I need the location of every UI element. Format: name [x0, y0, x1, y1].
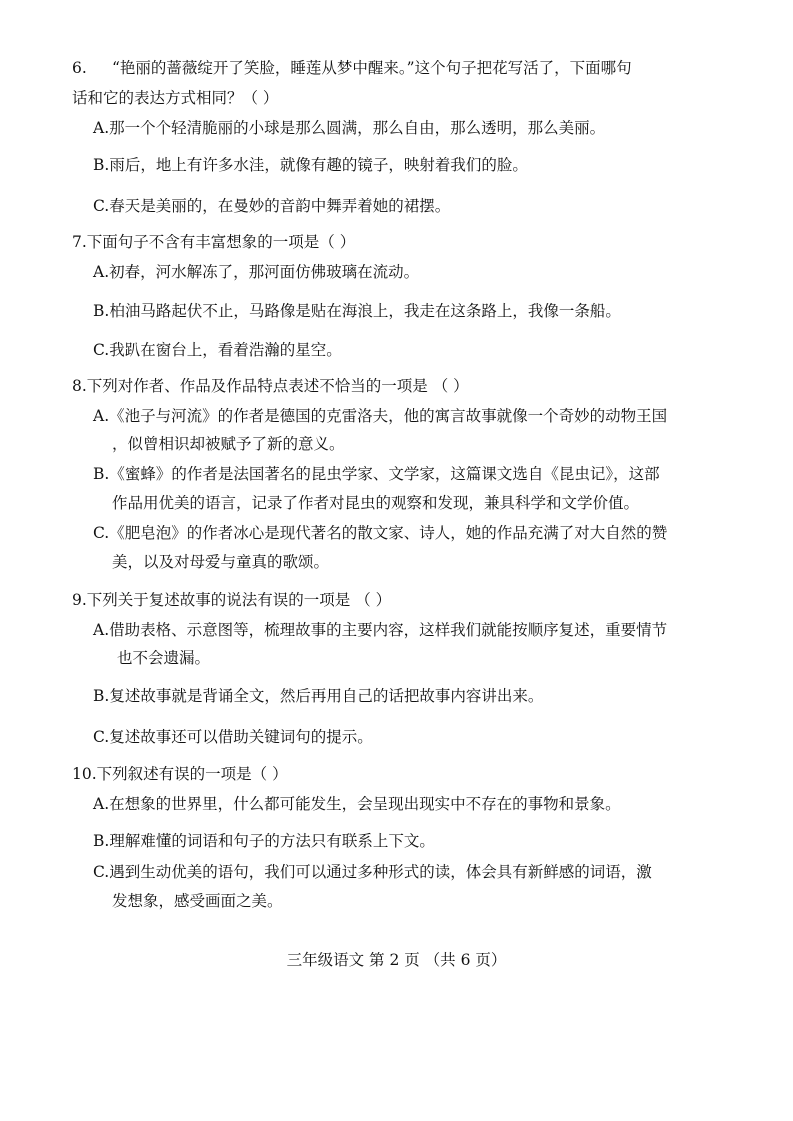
question-6-stem-continued: 话和它的表达方式相同？（ ）	[72, 89, 279, 107]
option-text: 雨后，地上有许多水洼，就像有趣的镜子，映射着我们的脸。	[109, 156, 528, 174]
question-9-option-a-continued: 也不会遗漏。	[117, 649, 211, 667]
question-9-option-a	[93, 620, 667, 640]
question-9-option-c	[93, 727, 373, 747]
question-7-option-c	[93, 340, 342, 360]
option-label: B.	[93, 302, 110, 320]
question-stem-text: 下列关于复述故事的说法有误的一项是 （ ）	[86, 591, 392, 609]
option-text: 借助表格、示意图等，梳理故事的主要内容，这样我们就能按顺序复述，重要情节	[109, 621, 668, 639]
option-text: 我趴在窗台上，看着浩瀚的星空。	[109, 341, 342, 359]
option-label: A.	[93, 621, 110, 639]
question-stem-text: 下列对作者、作品及作品特点表述不恰当的一项是 （ ）	[86, 377, 469, 395]
option-text: 《蜜蜂》的作者是法国著名的昆虫学家、文学家，这篇课文选自《昆虫记》，这部	[109, 465, 660, 483]
option-text: 春天是美丽的，在曼妙的音韵中舞弄着她的裙摆。	[109, 197, 451, 215]
question-6-option-b	[93, 155, 528, 175]
question-stem-text: “艳丽的蔷薇绽开了笑脸，睡莲从梦中醒来。”这个句子把花写活了，下面哪句	[112, 59, 632, 77]
page-footer: 三年级语文 第 2 页 （共 6 页）	[286, 951, 507, 969]
question-7-stem	[72, 232, 355, 252]
question-8-option-c-continued: 美，以及对母爱与童真的歌颂。	[112, 553, 330, 571]
question-8-option-a-continued: ，似曾相识却被赋予了新的意义。	[112, 435, 345, 453]
question-6-stem	[72, 58, 632, 78]
question-10-stem	[72, 764, 288, 784]
question-10-option-a	[93, 794, 621, 814]
question-number: 9.	[72, 591, 87, 609]
question-stem-text: 下面句子不含有丰富想象的一项是（ ）	[86, 233, 356, 251]
question-6-option-a	[93, 118, 605, 138]
question-9-stem	[72, 590, 391, 610]
question-8-option-c	[93, 523, 667, 543]
option-text: 那一个个轻清脆丽的小球是那么圆满，那么自由，那么透明，那么美丽。	[109, 119, 606, 137]
question-8-option-b-continued: 作品用优美的语言，记录了作者对昆虫的观察和发现，兼具科学和文学价值。	[112, 494, 640, 512]
option-label: B.	[93, 465, 110, 483]
option-text: 复述故事就是背诵全文，然后再用自己的话把故事内容讲出来。	[109, 687, 544, 705]
question-number: 6.	[72, 59, 87, 77]
option-text: 在想象的世界里，什么都可能发生，会呈现出现实中不存在的事物和景象。	[109, 795, 621, 813]
option-label: C.	[93, 341, 110, 359]
option-text: 《肥皂泡》的作者冰心是现代著名的散文家、诗人，她的作品充满了对大自然的赞	[109, 524, 668, 542]
option-label: B.	[93, 832, 110, 850]
question-7-option-a	[93, 262, 419, 282]
option-label: C.	[93, 863, 110, 881]
option-text: 复述故事还可以借助关键词句的提示。	[109, 728, 373, 746]
option-label: A.	[93, 263, 110, 281]
option-text: 理解难懂的词语和句子的方法只有联系上下文。	[109, 832, 435, 850]
option-label: A.	[93, 795, 110, 813]
option-text: 初春，河水解冻了，那河面仿佛玻璃在流动。	[109, 263, 420, 281]
option-label: B.	[93, 156, 110, 174]
question-10-option-c-continued: 发想象，感受画面之美。	[112, 892, 283, 910]
question-10-option-b	[93, 831, 435, 851]
option-label: C.	[93, 728, 110, 746]
option-label: B.	[93, 687, 110, 705]
question-6-option-c	[93, 196, 450, 216]
option-text: 柏油马路起伏不止，马路像是贴在海浪上，我走在这条路上，我像一条船。	[109, 302, 621, 320]
option-text: 《池子与河流》的作者是德国的克雷洛夫，他的寓言故事就像一个奇妙的动物王国	[109, 407, 668, 425]
question-8-stem	[72, 376, 469, 396]
question-number: 7.	[72, 233, 87, 251]
question-8-option-b	[93, 464, 660, 484]
option-text: 遇到生动优美的语句，我们可以通过多种形式的读，体会具有新鲜感的词语，激	[109, 863, 652, 881]
question-number: 8.	[72, 377, 87, 395]
option-label: C.	[93, 197, 110, 215]
option-label: A.	[93, 119, 110, 137]
question-number: 10.	[72, 765, 97, 783]
question-9-option-b	[93, 686, 543, 706]
option-label: C.	[93, 524, 110, 542]
question-7-option-b	[93, 301, 621, 321]
question-10-option-c	[93, 862, 652, 882]
question-stem-text: 下列叙述有误的一项是（ ）	[96, 765, 288, 783]
question-8-option-a	[93, 406, 667, 426]
option-label: A.	[93, 407, 110, 425]
